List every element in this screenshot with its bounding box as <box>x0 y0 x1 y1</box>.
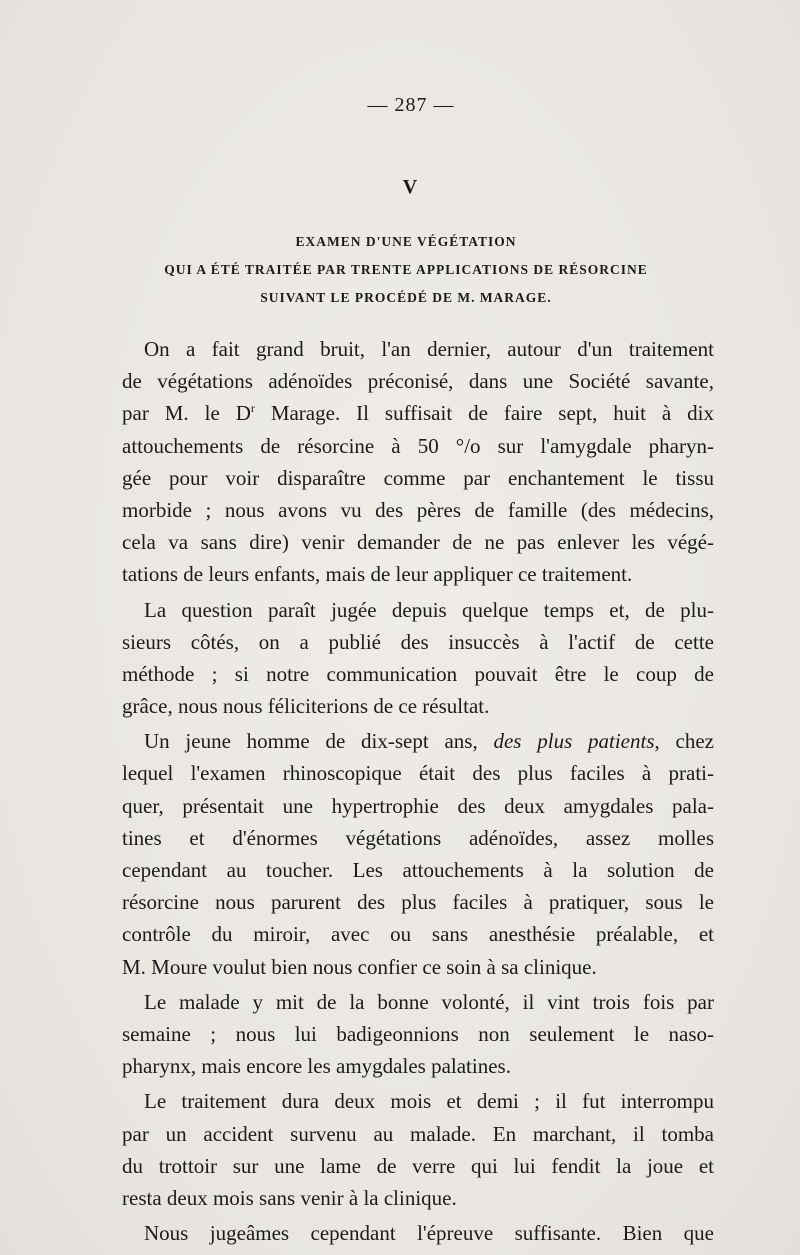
text-line: La question paraît jugée depuis quelque temps et, de plu- <box>144 597 714 622</box>
text-line: M. Moure voulut bien nous confier ce soin à sa clinique. <box>122 954 597 979</box>
text-line: morbide ; nous avons vu des pères de famille (des médecins, <box>122 497 714 522</box>
section-heading-line-3: SUIVANT LE PROCÉDÉ DE M. MARAGE. <box>260 290 552 305</box>
text-line: par un accident survenu au malade. En marchant, il tomba <box>122 1121 714 1146</box>
paragraph <box>122 1085 714 1214</box>
paragraph <box>122 986 714 1083</box>
text-line: contrôle du miroir, avec ou sans anesthésie préalable, et <box>122 922 714 947</box>
text-line: semaine ; nous lui badigeonnions non seulement le naso- <box>122 1021 714 1046</box>
page-number: — 287 — <box>367 94 455 116</box>
text-line: du trottoir sur une lame de verre qui lui fendit la joue et <box>122 1153 714 1178</box>
text-line: grâce, nous nous féliciterions de ce résultat. <box>122 694 490 719</box>
emphasis-text: des plus patients <box>493 729 655 754</box>
text-line: sieurs côtés, on a publié des insuccès à l'actif de cette <box>122 629 714 654</box>
text-line: tations de leurs enfants, mais de leur appliquer ce traitement. <box>122 562 633 587</box>
text-line: resta deux mois sans venir à la clinique. <box>122 1185 457 1210</box>
text-line: lequel l'examen rhinoscopique était des plus faciles à prati- <box>122 761 714 786</box>
text-line: Le malade y mit de la bonne volonté, il vint trois fois par <box>144 989 714 1014</box>
text-line: méthode ; si notre communication pouvait être le coup de <box>122 661 714 686</box>
body-text <box>122 333 714 1249</box>
paragraph <box>122 594 714 723</box>
text-line: Le traitement dura deux mois et demi ; il fut interrompu <box>144 1089 714 1114</box>
superscript-r: r <box>250 401 255 416</box>
text-line: de végétations adénoïdes préconisé, dans une Société savante, <box>122 369 714 394</box>
paragraph <box>122 333 714 591</box>
text-line: pharynx, mais encore les amygdales palatines. <box>122 1054 511 1079</box>
text-line: attouchements de résorcine à 50 °/o sur l'amygdale pharyn- <box>122 433 714 458</box>
text-line: tines et d'énormes végétations adénoïdes, assez molles <box>122 825 714 850</box>
text-line: Un jeune homme de dix-sept ans, des plus patients, chez <box>144 729 714 754</box>
text-line: cependant au toucher. Les attouchements à la solution de <box>122 858 714 882</box>
text-line: par M. le $D^r$ Marage. Il suffisait de faire sept, huit à dix <box>122 401 714 426</box>
text-line: gée pour voir disparaître comme par enchantement le tissu <box>122 465 714 490</box>
paragraph <box>122 1217 714 1249</box>
text-line: quer, présentait une hypertrophie des deux amygdales pala- <box>122 793 714 818</box>
text-line: Nous jugeâmes cependant l'épreuve suffisante. Bien que <box>144 1221 714 1246</box>
text-line: résorcine nous parurent des plus faciles à pratiquer, sous le <box>122 890 714 915</box>
section-numeral: V <box>402 176 418 198</box>
text-line: cela va sans dire) venir demander de ne pas enlever les végé- <box>122 530 714 555</box>
text-line: On a fait grand bruit, l'an dernier, autour d'un traitement <box>144 337 714 361</box>
section-heading-line-2: QUI A ÉTÉ TRAITÉE PAR TRENTE APPLICATIONS DE RÉSORCINE <box>164 262 648 277</box>
paragraph <box>122 725 714 983</box>
section-heading-line-1: EXAMEN D'UNE VÉGÉTATION <box>295 234 517 249</box>
